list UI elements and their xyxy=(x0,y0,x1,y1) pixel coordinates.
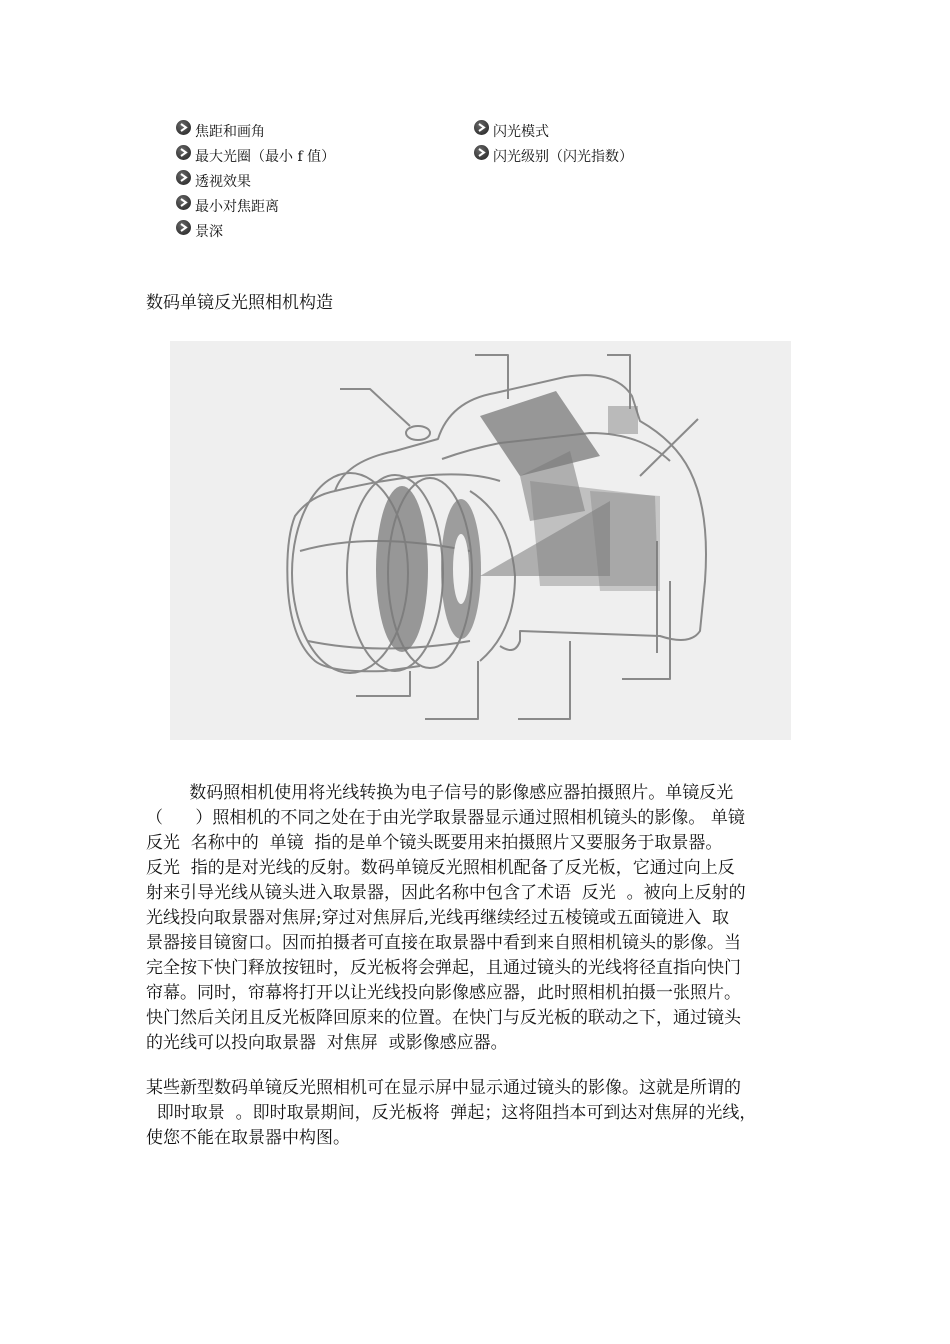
arrow-bullet-icon xyxy=(176,170,191,185)
link-max-aperture[interactable] xyxy=(176,143,335,168)
paragraph-line: 完全按下快门释放按钮时，反光板将会弹起，且通过镜头的光线将径直指向快门 xyxy=(146,958,741,978)
topic-links xyxy=(176,118,776,248)
link-label: 透视效果 xyxy=(195,173,251,190)
link-depth-of-field[interactable] xyxy=(176,218,335,243)
link-label: 最大光圈（最小 f 值） xyxy=(195,148,336,165)
link-min-focus-distance[interactable] xyxy=(176,193,335,218)
paragraph-live-view xyxy=(146,1076,808,1151)
paragraph-line: （ ）照相机的不同之处在于由光学取景器显示通过照相机镜头的影像。 单镜 xyxy=(146,808,745,828)
link-focal-length[interactable] xyxy=(176,118,335,143)
link-label: 闪光模式 xyxy=(493,123,549,140)
paragraph-line: 即时取景 。即时取景期间，反光板将 弹起；这将阻挡本可到达对焦屏的光线， xyxy=(146,1103,757,1123)
link-flash-mode[interactable] xyxy=(474,118,633,143)
arrow-bullet-icon xyxy=(176,220,191,235)
link-label: 闪光级别（闪光指数） xyxy=(493,148,633,165)
camera-cutaway-diagram-icon xyxy=(170,341,791,740)
paragraph-line: 的光线可以投向取景器 对焦屏 或影像感应器。 xyxy=(146,1033,508,1053)
link-label: 最小对焦距离 xyxy=(195,198,279,215)
paragraph-line: 数码照相机使用将光线转换为电子信号的影像感应器拍摄照片。单镜反光 xyxy=(146,783,734,803)
paragraph-line: 使您不能在取景器中构图。 xyxy=(146,1128,350,1148)
link-flash-level[interactable] xyxy=(474,143,633,168)
link-perspective[interactable] xyxy=(176,168,335,193)
arrow-bullet-icon xyxy=(176,145,191,160)
paragraph-line: 景器接目镜窗口。因而拍摄者可直接在取景器中看到来自照相机镜头的影像。当 xyxy=(146,933,741,953)
arrow-bullet-icon xyxy=(474,120,489,135)
paragraph-line: 帘幕。同时，帘幕将打开以让光线投向影像感应器，此时照相机拍摄一张照片。 xyxy=(146,983,741,1003)
topic-links-right xyxy=(474,118,633,168)
link-label: 焦距和画角 xyxy=(195,123,265,140)
section-title: 数码单镜反光照相机构造 xyxy=(146,293,333,313)
arrow-bullet-icon xyxy=(474,145,489,160)
camera-diagram xyxy=(170,341,791,740)
arrow-bullet-icon xyxy=(176,120,191,135)
paragraph-line: 反光 名称中的 单镜 指的是单个镜头既要用来拍摄照片又要服务于取景器。 xyxy=(146,833,723,853)
paragraph-line: 反光 指的是对光线的反射。数码单镜反光照相机配备了反光板，它通过向上反 xyxy=(146,858,735,878)
paragraph-line: 光线投向取景器对焦屏;穿过对焦屏后,光线再继续经过五棱镜或五面镜进入 取 xyxy=(146,908,729,928)
paragraph-dslr-structure xyxy=(146,781,808,1056)
paragraph-line: 射来引导光线从镜头进入取景器，因此名称中包含了术语 反光 。被向上反射的 xyxy=(146,883,746,903)
link-label: 景深 xyxy=(195,223,223,240)
topic-links-left xyxy=(176,118,335,243)
arrow-bullet-icon xyxy=(176,195,191,210)
paragraph-line: 某些新型数码单镜反光照相机可在显示屏中显示通过镜头的影像。这就是所谓的 xyxy=(146,1078,741,1098)
paragraph-line: 快门然后关闭且反光板降回原来的位置。在快门与反光板的联动之下，通过镜头 xyxy=(146,1008,741,1028)
